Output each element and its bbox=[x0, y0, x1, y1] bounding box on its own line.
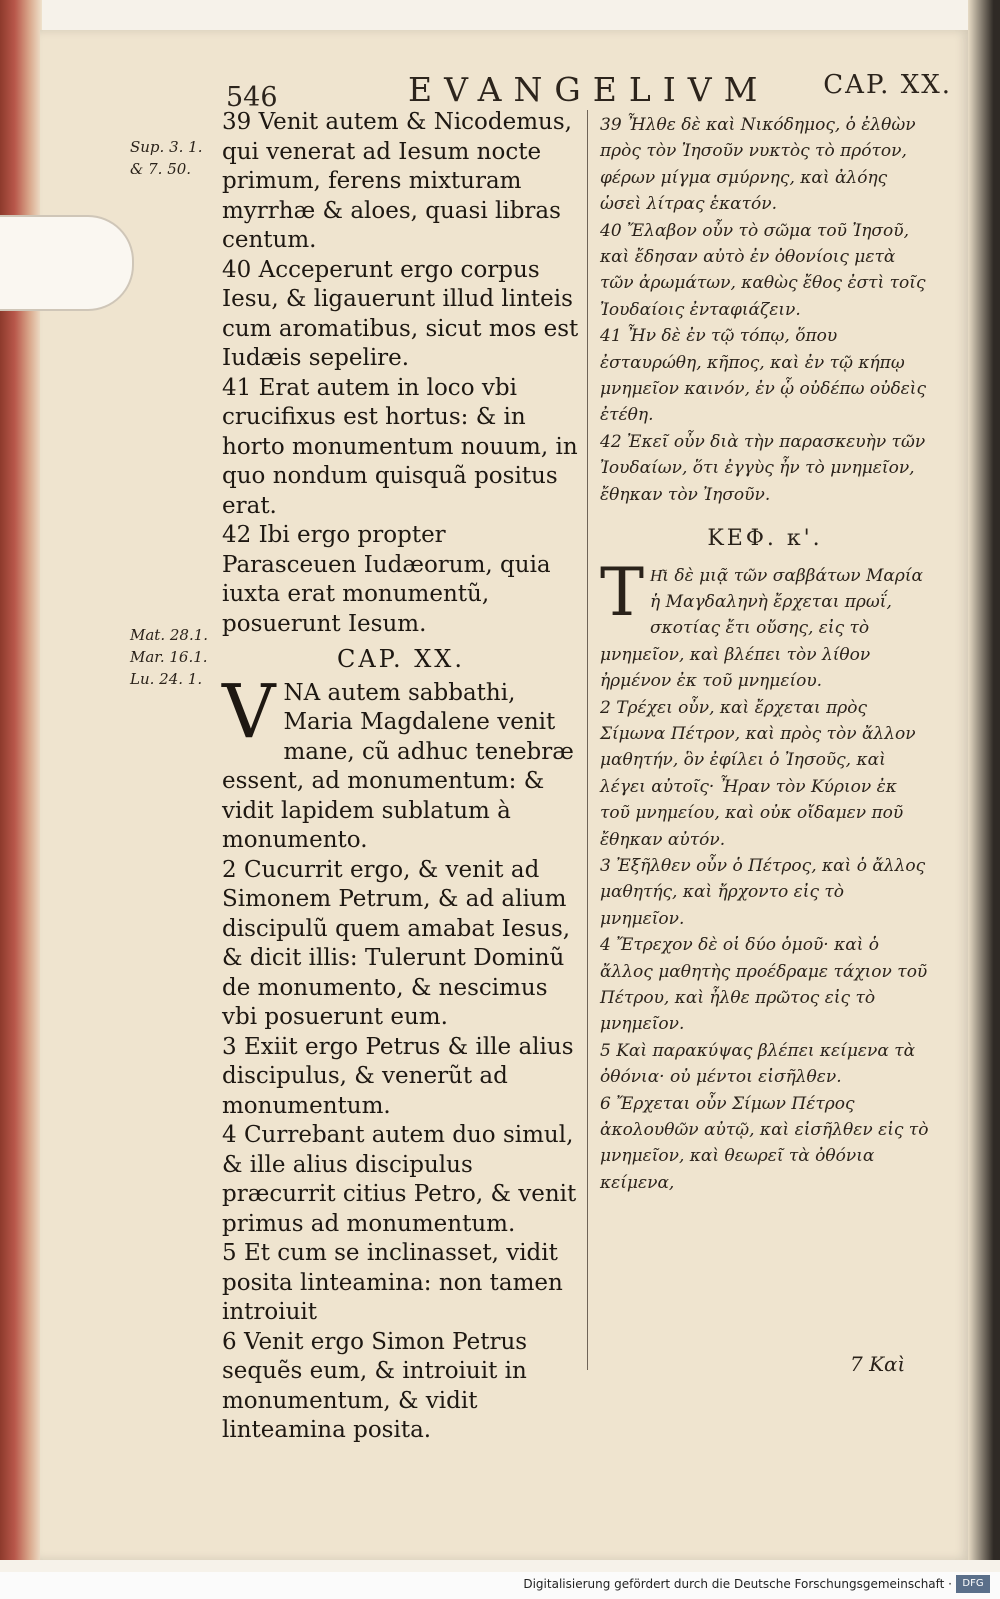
latin-verse: 40 Acceperunt ergo corpus Iesu, & ligauerunt illud linteis cum aromatibus, sicut mos est Iudæis sepelire. bbox=[222, 256, 579, 371]
dfg-logo: DFG bbox=[956, 1575, 990, 1593]
latin-verse: 3 Exiit ergo Petrus & ille alius discipulus, & venerũt ad monumentum. bbox=[222, 1033, 574, 1119]
page-gutter bbox=[968, 0, 1000, 1560]
greek-verse: 4 Ἔτρεχον δὲ οἱ δύο ὁμοῦ· καὶ ὁ ἄλλος μαθητὴς προέδραμε τάχιον τοῦ Πέτρου, καὶ ἦλθε πρῶτος εἰς τὸ μνημεῖον. bbox=[600, 935, 928, 1035]
greek-column bbox=[600, 112, 930, 1196]
latin-verse: 39 Venit autem & Nicodemus, qui venerat ad Iesum nocte primum, ferens mixturam myrrhæ & aloes, quasi libras centum. bbox=[222, 109, 572, 253]
running-title: EVANGELIVM bbox=[408, 70, 770, 109]
sidenote-line: & 7. 50. bbox=[130, 160, 192, 178]
digitization-footer bbox=[0, 1572, 1000, 1599]
greek-verse: 42 Ἐκεῖ οὖν διὰ τὴν παρασκευὴν τῶν Ἰουδαίων, ὅτι ἐγγὺς ἦν τὸ μνημεῖον, ἔθηκαν τὸν Ἰησοῦν. bbox=[600, 431, 926, 505]
sidenote-line: Lu. 24. 1. bbox=[130, 670, 203, 688]
latin-verse: 42 Ibi ergo propter Parasceuen Iudæorum, quia iuxta erat monumentũ, posuerunt Iesum. bbox=[222, 522, 551, 637]
latin-first-verse-text: NA autem sabbathi, Maria Magdalene venit mane, cũ adhuc tenebræ essent, ad monumentum: & vidit lapidem sublatum à monumento. bbox=[222, 679, 574, 853]
sidenote-mat bbox=[130, 624, 208, 690]
sidenote-line: Mat. 28.1. bbox=[130, 626, 209, 644]
page-tab bbox=[0, 215, 134, 311]
latin-verse: 2 Cucurrit ergo, & venit ad Simonem Petrum, & ad alium discipulũ quem amabat Iesus, & dicit illis: Tulerunt Dominũ de monumento, & nescimus vbi posuerunt eum. bbox=[222, 856, 571, 1030]
funding-credit: Digitalisierung gefördert durch die Deutsche Forschungsgemeinschaft · bbox=[523, 1577, 952, 1591]
chapter-heading: CAP. XX. bbox=[823, 70, 952, 100]
greek-first-verse bbox=[600, 553, 930, 695]
latin-column bbox=[222, 108, 580, 1446]
page-number: 546 bbox=[226, 82, 278, 113]
greek-verse: 39 Ἦλθε δὲ καὶ Νικόδημος, ὁ ἐλθὼν πρὸς τὸν Ἰησοῦν νυκτὸς τὸ πρότον, φέρων μίγμα σμύρνης, καὶ ἀλόης ὡσεὶ λίτρας ἑκατόν. bbox=[600, 115, 916, 215]
latin-verse: 5 Et cum se inclinasset, vidit posita linteamina: non tamen introiuit bbox=[222, 1240, 563, 1325]
greek-verse: 5 Καὶ παρακύψας βλέπει κείμενα τὰ ὀθόνια· οὐ μέντοι εἰσῆλθεν. bbox=[600, 1040, 916, 1088]
latin-verse: 4 Currebant autem duo simul, & ille alius discipulus præcurrit citius Petro, & venit primus ad monumentum. bbox=[222, 1122, 577, 1237]
greek-verse: 40 Ἔλαβον οὖν τὸ σῶμα τοῦ Ἰησοῦ, καὶ ἔδησαν αὐτὸ ἐν ὀθονίοις μετὰ τῶν ἀρωμάτων, καθὼς ἔθος ἐστὶ τοῖς Ἰουδαίοις ἐνταφιάζειν. bbox=[600, 220, 926, 320]
latin-drop-cap: V bbox=[222, 668, 276, 755]
sidenote-line: Mar. 16.1. bbox=[130, 648, 208, 666]
greek-first-verse-text: Η͂ι δὲ μιᾷ τῶν σαββάτων Μαρία ἡ Μαγδαληνὴ ἔρχεται πρωΐ, σκοτίας ἔτι οὔσης, εἰς τὸ μνημεῖον, καὶ βλέπει τὸν λίθον ἠρμένον ἐκ τοῦ μνημείου. bbox=[600, 565, 923, 692]
latin-verse: 41 Erat autem in loco vbi crucifixus est hortus: & in horto monumentum nouum, in quo nondum quisquã positus erat. bbox=[222, 374, 578, 519]
catchword: 7 Καὶ bbox=[850, 1352, 906, 1376]
greek-verse: 3 Ἐξῆλθεν οὖν ὁ Πέτρος, καὶ ὁ ἄλλος μαθητής, καὶ ἤρχοντο εἰς τὸ μνημεῖον. bbox=[600, 855, 926, 929]
greek-verse: 41 Ἦν δὲ ἐν τῷ τόπῳ, ὅπου ἐσταυρώθη, κῆπος, καὶ ἐν τῷ κήπῳ μνημεῖον καινόν, ἐν ᾧ οὐδέπω οὐδεὶς ἐτέθη. bbox=[600, 326, 926, 426]
latin-first-verse bbox=[222, 668, 580, 856]
greek-chapter-title: ΚΕΦ. κ'. bbox=[707, 526, 823, 552]
greek-verse: 6 Ἔρχεται οὖν Σίμων Πέτρος ἀκολουθῶν αὐτῷ, καὶ εἰσῆλθεν εἰς τὸ μνημεῖον, καὶ θεωρεῖ τὰ ὀθόνια κείμενα, bbox=[600, 1093, 929, 1193]
column-divider bbox=[587, 110, 588, 1370]
greek-verse: 2 Τρέχει οὖν, καὶ ἔρχεται πρὸς Σίμωνα Πέτρον, καὶ πρὸς τὸν ἄλλον μαθητήν, ὃν ἐφίλει ὁ Ἰησοῦς, καὶ λέγει αὐτοῖς· Ἦραν τὸν Κύριον ἐκ τοῦ μνημείου, καὶ οὐκ οἴδαμεν ποῦ ἔθηκαν αὐτόν. bbox=[600, 697, 916, 850]
latin-chapter-title: CAP. XX. bbox=[336, 645, 466, 673]
latin-verse: 6 Venit ergo Simon Petrus sequẽs eum, & introiuit in monumentum, & vidit linteamina posita. bbox=[222, 1328, 528, 1443]
sidenote-sup bbox=[130, 136, 202, 180]
greek-drop-cap: Τ bbox=[600, 553, 645, 631]
sidenote-line: Sup. 3. 1. bbox=[130, 138, 203, 156]
